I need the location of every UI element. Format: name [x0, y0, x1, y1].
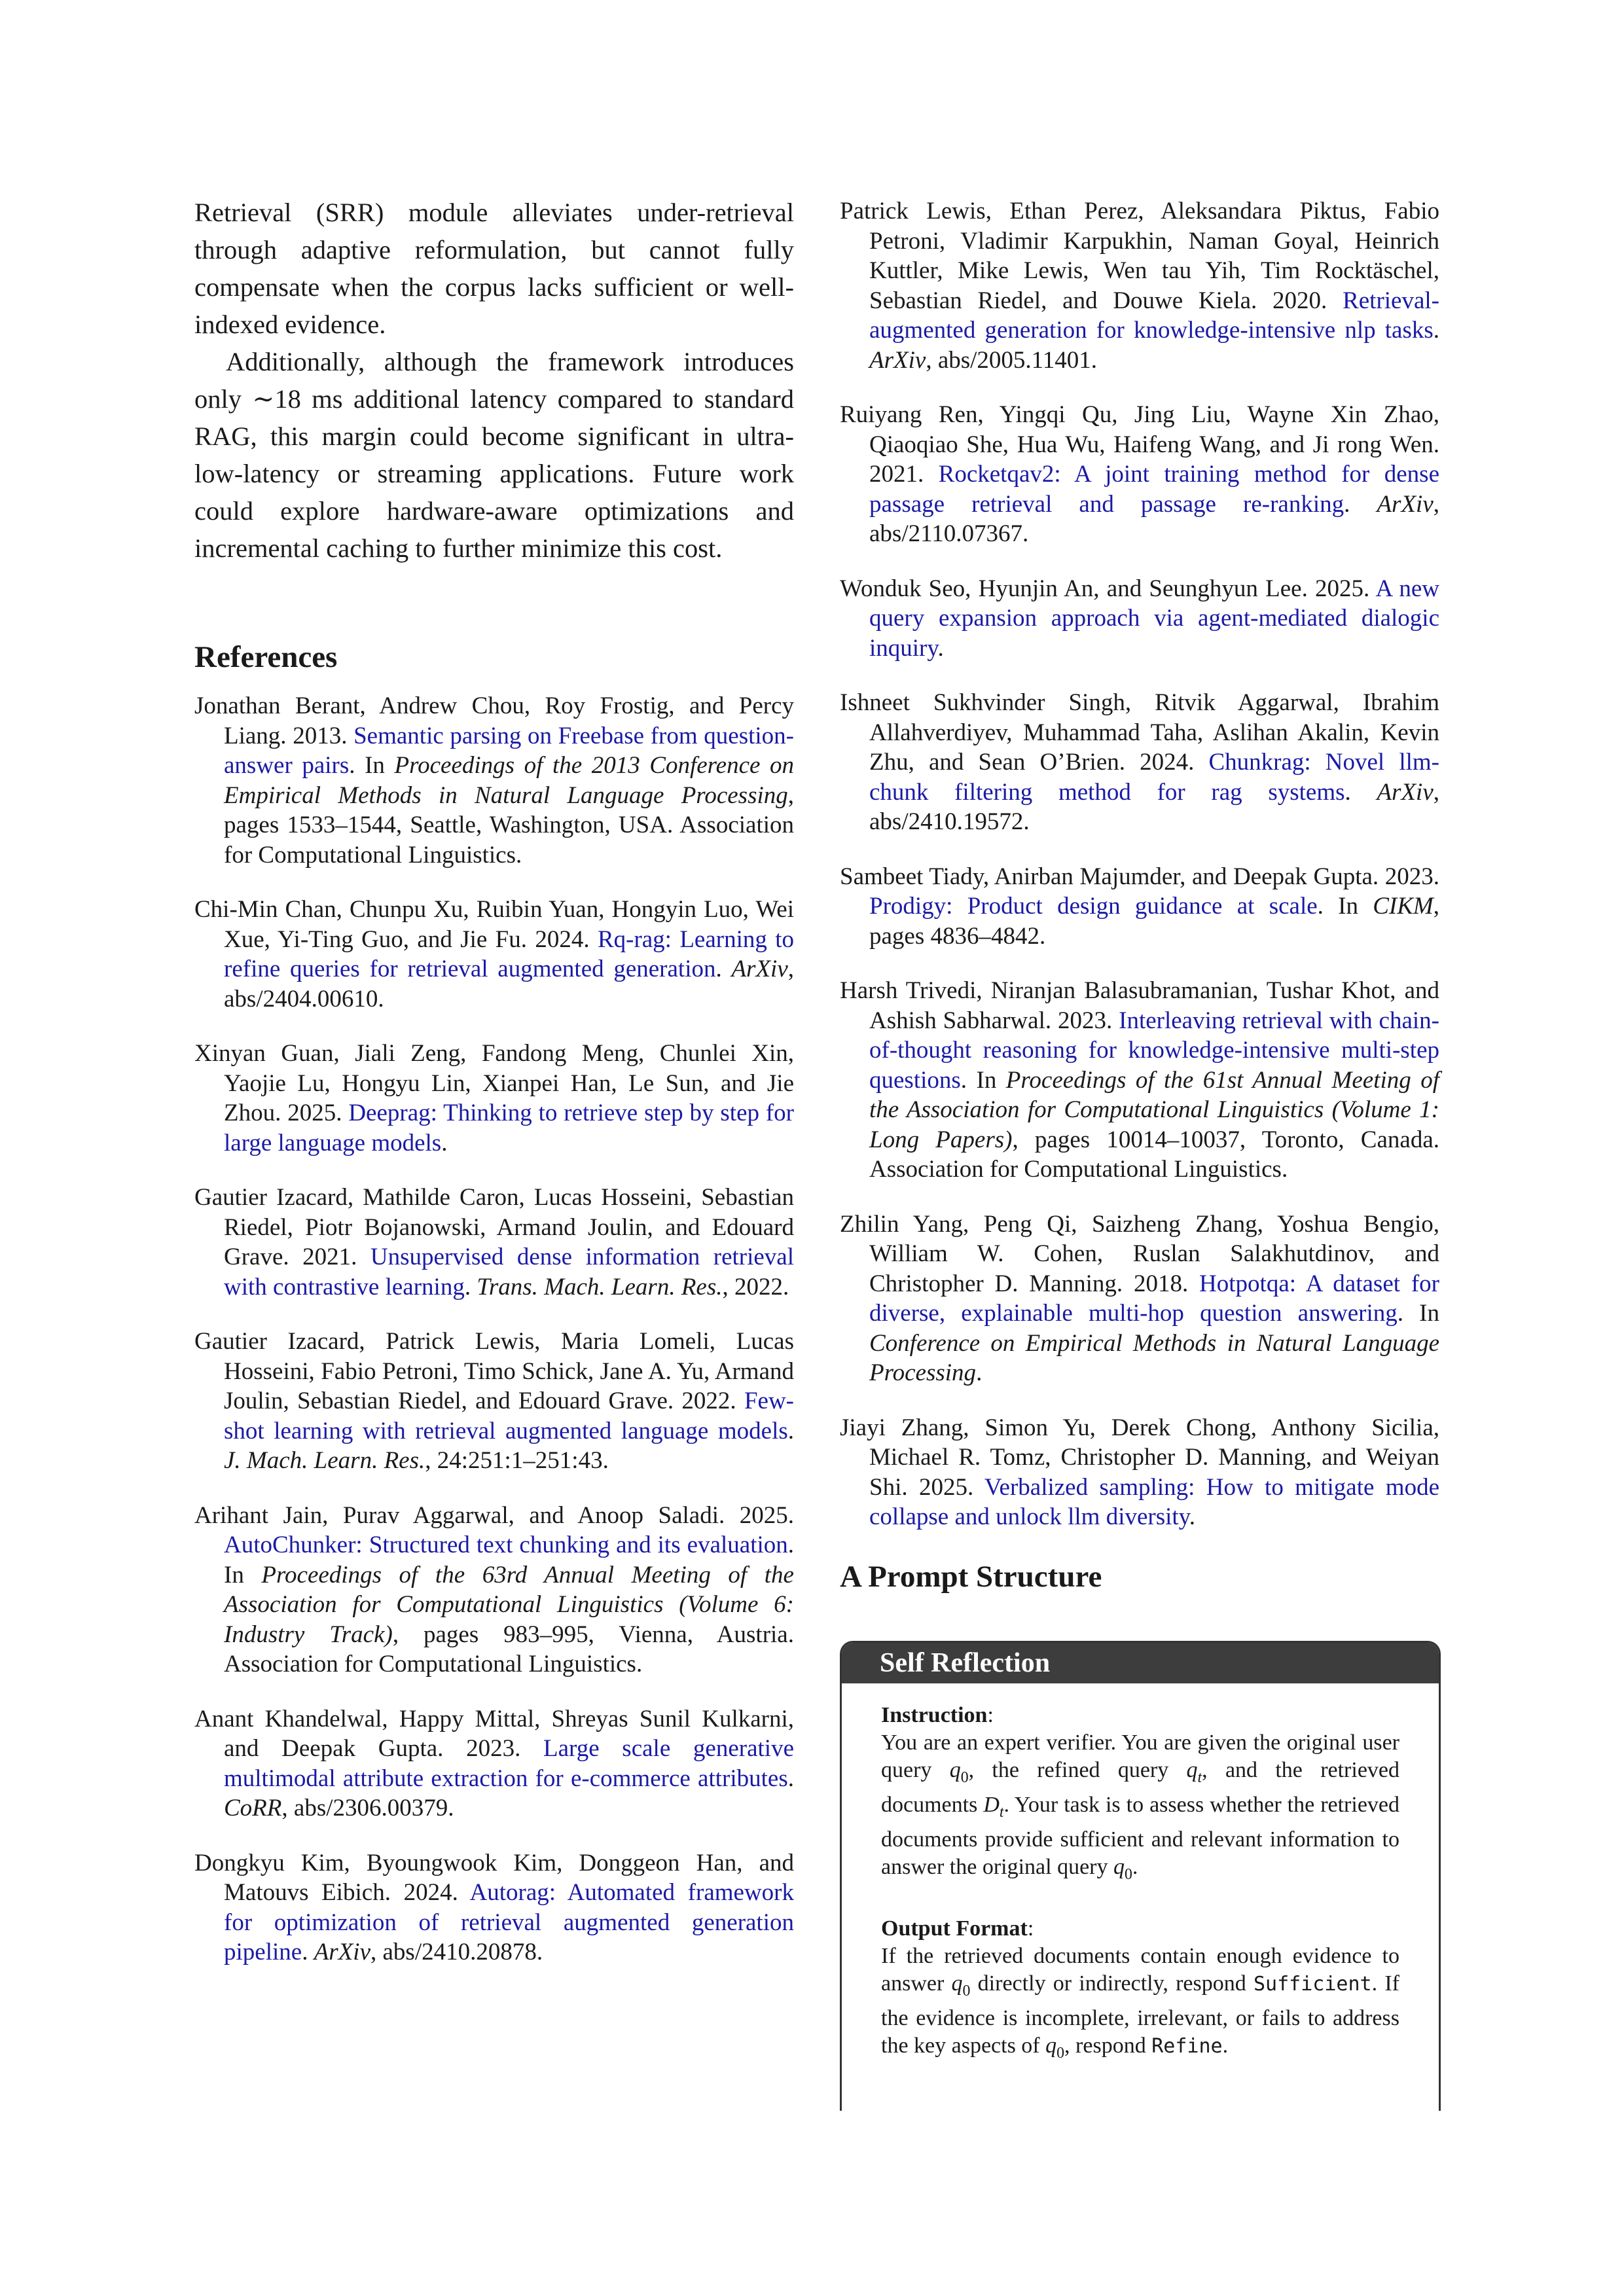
reference-entry: [840, 1413, 1439, 1532]
reference-venue: Proceedings of the 63rd Annual Meeting of the Association for Computational Linguistics (Volume 6: Industry Track): [224, 1561, 794, 1648]
reference-authors: Harsh Trivedi, Niranjan Balasubramanian, Tushar Khot, and Ashish Sabharwal. 2023.: [840, 977, 1439, 1034]
output-text: If the retrieved documents contain enough evidence to answer: [881, 1944, 1399, 1996]
reference-title-link[interactable]: Rq-rag: Learning to refine queries for retrieval augmented generation: [224, 925, 794, 982]
reference-venue: ArXiv: [1377, 490, 1434, 518]
reference-authors: Chi-Min Chan, Chunpu Xu, Ruibin Yuan, Hongyin Luo, Wei Xue, Yi-Ting Guo, and Jie Fu. 2024.: [194, 896, 794, 953]
reference-title-link[interactable]: Few-shot learning with retrieval augmented language models: [224, 1388, 794, 1444]
reference-authors: Jonathan Berant, Andrew Chou, Roy Frostig, and Percy Liang. 2013.: [194, 692, 794, 749]
output-text: . If the evidence is incomplete, irrelevant, or fails to address the key aspects of: [881, 1971, 1400, 2058]
math-dt: D: [983, 1792, 1000, 1817]
box-body: [842, 1683, 1439, 2067]
reference-details: , 2022.: [722, 1273, 789, 1300]
paragraph-limitations: Retrieval (SRR) module alleviates under-retrieval through adaptive reformulation, but cannot fully compensate when the corpus lacks sufficient or well-indexed evidence.: [194, 198, 794, 339]
reference-separator: .: [1344, 778, 1377, 806]
reference-details: , abs/2410.19572.: [869, 778, 1439, 835]
reference-title-link[interactable]: Unsupervised dense information retrieval with contrastive learning: [224, 1244, 794, 1300]
reference-authors: Zhilin Yang, Peng Qi, Saizheng Zhang, Yoshua Bengio, William W. Cohen, Ruslan Salakhutdinov, and Christopher D. Manning. 2018.: [840, 1210, 1439, 1297]
reference-separator: .: [715, 956, 732, 982]
instruction-paragraph: Instruction: You are an expert verifier. You are given the original user query $q_0$, the refined query $q_t$, and the retrieved documents $D_t$. Your task is to assess whether the retrieved documents provide sufficient and relevant information to answer the original query $q_0$.: [881, 1703, 1400, 1883]
math-q0-sub: 0: [962, 1982, 971, 2000]
reference-separator: . In: [1317, 893, 1373, 920]
reference-entry: [840, 688, 1439, 837]
reference-separator: . In: [960, 1066, 1006, 1094]
reference-entry: [194, 1704, 794, 1823]
reference-venue: Proceedings of the 61st Annual Meeting of the Association for Computational Linguistics (Volume 1: Long Papers): [869, 1066, 1439, 1153]
reference-entry: [840, 862, 1439, 952]
reference-entry: [840, 976, 1439, 1185]
reference-entry: [194, 691, 794, 870]
self-reflection-box: [840, 1641, 1441, 2111]
reference-authors: Gautier Izacard, Mathilde Caron, Lucas Hosseini, Sebastian Riedel, Piotr Bojanowski, Armand Joulin, and Edouard Grave. 2021.: [194, 1184, 794, 1270]
reference-authors: Ruiyang Ren, Yingqi Qu, Jing Liu, Wayne Xin Zhao, Qiaoqiao She, Hua Wu, Haifeng Wang, and Ji rong Wen. 2021.: [840, 401, 1439, 488]
math-q0-sub: 0: [1125, 1865, 1132, 1883]
references-heading: References: [194, 640, 338, 674]
reference-details: , abs/2410.20878.: [370, 1939, 543, 1965]
math-dt-sub: t: [999, 1803, 1004, 1821]
reference-title-link[interactable]: Semantic parsing on Freebase from question-answer pairs: [224, 722, 795, 779]
reference-separator: .: [937, 634, 944, 662]
reference-separator: . In: [224, 1532, 794, 1588]
reference-details: , abs/2005.11401.: [926, 346, 1098, 374]
reference-authors: Arihant Jain, Purav Aggarwal, and Anoop Saladi. 2025.: [194, 1501, 794, 1529]
math-q0: q: [949, 1758, 961, 1782]
math-q0: q: [951, 1971, 963, 1996]
left-column: [194, 194, 794, 1992]
reference-venue: ArXiv: [314, 1939, 370, 1965]
reference-details: , pages 10014–10037, Toronto, Canada. Association for Computational Linguistics.: [869, 1126, 1439, 1183]
reference-venue: Trans. Mach. Learn. Res.: [477, 1273, 723, 1300]
reference-separator: .: [302, 1939, 314, 1965]
math-q0: q: [1113, 1854, 1125, 1879]
reference-authors: Dongkyu Kim, Byoungwook Kim, Donggeon Han, and Matouvs Eibich. 2024.: [194, 1849, 794, 1906]
reference-entry: [194, 1848, 794, 1967]
reference-title-link[interactable]: Chunkrag: Novel llm-chunk filtering method for rag systems: [869, 749, 1439, 806]
reference-title-link[interactable]: AutoChunker: Structured text chunking and its evaluation: [224, 1532, 788, 1558]
reference-separator: .: [464, 1273, 477, 1300]
math-q0-sub: 0: [1056, 2044, 1065, 2062]
reference-title-link[interactable]: Deeprag: Thinking to retrieve step by step for large language models: [224, 1100, 794, 1157]
instruction-text: , and the retrieved documents: [881, 1758, 1399, 1817]
reference-authors: Gautier Izacard, Patrick Lewis, Maria Lomeli, Lucas Hosseini, Fabio Petroni, Timo Schick, Jane A. Yu, Armand Joulin, Sebastian Riedel, and Edouard Grave. 2022.: [194, 1328, 794, 1414]
output-text: , respond: [1064, 2034, 1152, 2058]
reference-separator: .: [441, 1129, 448, 1157]
reference-title-link[interactable]: Retrieval-augmented generation for knowledge-intensive nlp tasks: [869, 287, 1439, 344]
reference-details: , pages 4836–4842.: [869, 893, 1439, 950]
instruction-text: , the refined query: [968, 1758, 1187, 1782]
reference-entry: [194, 1501, 794, 1679]
reference-title-link[interactable]: A new query expansion approach via agent-mediated dialogic inquiry: [869, 575, 1439, 662]
reference-authors: Xinyan Guan, Jiali Zeng, Fandong Meng, Chunlei Xin, Yaojie Lu, Hongyu Lin, Xianpei Han, Le Sun, and Jie Zhou. 2025.: [194, 1040, 794, 1126]
reference-venue: ArXiv: [869, 346, 926, 374]
reference-venue: ArXiv: [731, 956, 788, 982]
reference-venue: ArXiv: [1377, 778, 1434, 806]
output-format-paragraph: Output Format: If the retrieved documents contain enough evidence to answer $q_0$ directly or indirectly, respond Sufficient. If the evidence is incomplete, irrelevant, or fails to address the key aspects of $q_0$, respond Refine.: [881, 1916, 1400, 2062]
reference-entry: [840, 196, 1439, 375]
reference-details: , 24:251:1–251:43.: [425, 1447, 609, 1474]
right-column: [840, 196, 1439, 1596]
reference-title-link[interactable]: Prodigy: Product design guidance at scale: [869, 893, 1318, 920]
math-qt: q: [1186, 1758, 1198, 1782]
math-q0: q: [1045, 2034, 1057, 2058]
output-text: directly or indirectly, respond: [970, 1971, 1254, 1996]
reference-separator: . In: [349, 752, 395, 779]
reference-title-link[interactable]: Autorag: Automated framework for optimization of retrieval augmented generation pipeline: [224, 1879, 794, 1965]
reference-separator: .: [1189, 1503, 1196, 1530]
references-list-right: [840, 196, 1439, 1532]
reference-entry: [194, 1039, 794, 1158]
reference-entry: [840, 574, 1439, 664]
output-text: .: [1222, 2034, 1229, 2058]
reference-separator: .: [787, 1765, 794, 1792]
reference-title-link[interactable]: Large scale generative multimodal attribute extraction for e-commerce attributes: [224, 1735, 794, 1792]
instruction-text: . Your task is to assess whether the retrieved documents provide sufficient and relevant information to answer the original query: [881, 1792, 1400, 1879]
reference-details: , pages 983–995, Vienna, Austria. Association for Computational Linguistics.: [224, 1621, 794, 1677]
appendix-heading: A Prompt Structure: [840, 1559, 1102, 1594]
reference-entry: [840, 400, 1439, 549]
reference-authors: Jiayi Zhang, Simon Yu, Derek Chong, Anthony Sicilia, Michael R. Tomz, Christopher D. Manning, and Weiyan Shi. 2025.: [840, 1414, 1439, 1501]
reference-details: , pages 1533–1544, Seattle, Washington, USA. Association for Computational Linguistics.: [224, 781, 794, 869]
reference-details: , abs/2110.07367.: [869, 490, 1440, 547]
reference-authors: Anant Khandelwal, Happy Mittal, Shreyas Sunil Kulkarni, and Deepak Gupta. 2023.: [194, 1705, 794, 1762]
reference-separator: .: [787, 1417, 794, 1444]
reference-details: , abs/2306.00379.: [281, 1795, 454, 1821]
reference-entry: [840, 1210, 1439, 1388]
reference-authors: Patrick Lewis, Ethan Perez, Aleksandara Piktus, Fabio Petroni, Vladimir Karpukhin, Naman Goyal, Heinrich Kuttler, Mike Lewis, Wen tau Yih, Tim Rocktäschel, Sebastian Riedel, and Douwe Kiela. 2020.: [840, 198, 1439, 314]
reference-entry: [194, 1327, 794, 1476]
instruction-label: Instruction: [881, 1703, 988, 1727]
math-qt-sub: t: [1197, 1768, 1202, 1786]
reference-authors: Sambeet Tiady, Anirban Majumder, and Deepak Gupta. 2023.: [840, 863, 1439, 890]
reference-separator: .: [1344, 490, 1377, 518]
reference-venue: CoRR: [224, 1795, 282, 1821]
reference-venue: Conference on Empirical Methods in Natural Language Processing: [869, 1329, 1439, 1386]
box-title: Self Reflection: [842, 1643, 1439, 1683]
math-q0-sub: 0: [960, 1768, 969, 1786]
references-list-left: [194, 691, 794, 1967]
reference-venue: J. Mach. Learn. Res.: [224, 1447, 425, 1474]
sufficient-token: Sufficient: [1254, 1973, 1372, 1996]
reference-details: , abs/2404.00610.: [224, 956, 794, 1013]
reference-entry: [194, 1183, 794, 1302]
reference-authors: Wonduk Seo, Hyunjin An, and Seunghyun Lee. 2025.: [840, 575, 1376, 602]
instruction-text: .: [1132, 1854, 1138, 1879]
output-format-label: Output Format: [881, 1916, 1028, 1941]
refine-token: Refine: [1151, 2035, 1223, 2058]
reference-venue: Proceedings of the 2013 Conference on Empirical Methods in Natural Language Processing: [224, 752, 795, 809]
reference-separator: . In: [1397, 1300, 1440, 1327]
instruction-text: You are an expert verifier. You are given the original user query: [881, 1731, 1399, 1782]
reference-title-link[interactable]: Interleaving retrieval with chain-of-thought reasoning for knowledge-intensive multi-step questions: [869, 1007, 1439, 1094]
reference-details: .: [976, 1359, 983, 1386]
reference-title-link[interactable]: Rocketqav2: A joint training method for dense passage retrieval and passage re-ranking: [869, 461, 1440, 518]
paragraph-latency: Additionally, although the framework introduces only ∼18 ms additional latency compared to standard RAG, this margin could become significant in ultra-low-latency or streaming applications. Future work could explore hardware-aware optimizations and incremental caching to further minimize this cost.: [194, 347, 794, 563]
reference-title-link[interactable]: Verbalized sampling: How to mitigate mode collapse and unlock llm diversity: [869, 1473, 1439, 1530]
reference-authors: Ishneet Sukhvinder Singh, Ritvik Aggarwal, Ibrahim Allahverdiyev, Muhammad Taha, Aslihan Akalin, Kevin Zhu, and Sean O’Brien. 2024.: [840, 689, 1439, 776]
reference-title-link[interactable]: Hotpotqa: A dataset for diverse, explainable multi-hop question answering: [869, 1270, 1439, 1327]
reference-entry: [194, 895, 794, 1014]
reference-separator: .: [1433, 317, 1439, 344]
reference-venue: CIKM: [1373, 893, 1434, 920]
